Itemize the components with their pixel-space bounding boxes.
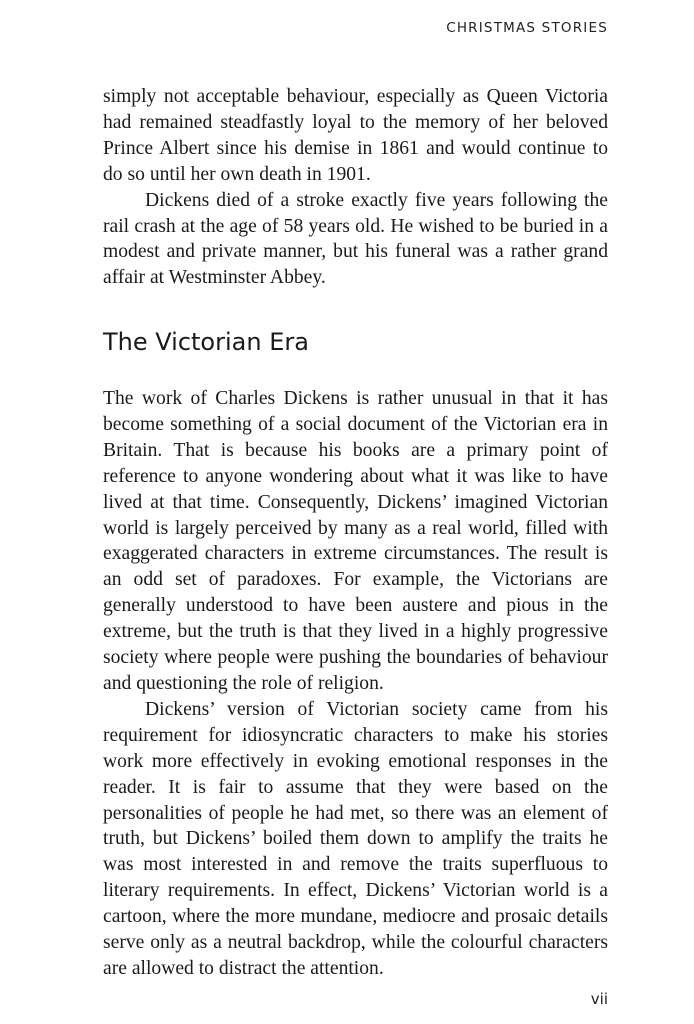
- top-text-block: [103, 84, 608, 291]
- paragraph-victorian-era: The work of Charles Dickens is rather unusual in that it has become something of a social document of the Victorian era in Britain. That is because his books are a primary point of reference to anyone wondering about what it was like to have lived at that time. Consequently, Dickens’ imagined Victorian world is largely perceived by many as a real world, filled with exaggerated characters in extreme circumstances. The result is an odd set of paradoxes. For example, the Victorians are generally understood to have been austere and pious in the extreme, but the truth is that they lived in a highly progressive society where people were pushing the boundaries of behaviour and questioning the role of religion.: [103, 388, 608, 694]
- section-body: [103, 386, 608, 982]
- paragraph-dickens-version: Dickens’ version of Victorian society came from his requirement for idiosyncratic characters to make his stories work more effectively in evoking emotional responses in the reader. It is fair to assume that they were based on the personalities of people he had met, so there was an element of truth, but Dickens’ boiled them down to amplify the traits he was most interested in and remove the traits superfluous to literary requirements. In effect, Dickens’ Victorian world is a cartoon, where the more mundane, mediocre and prosaic details serve only as a neutral backdrop, while the colourful characters are allowed to distract the attention.: [103, 698, 608, 979]
- section-heading: The Victorian Era: [103, 328, 309, 356]
- paragraph-continued: simply not acceptable behaviour, especially as Queen Victoria had remained steadfastly loyal to the memory of her beloved Prince Albert since his demise in 1861 and would continue to do so until her own death in 1901.: [103, 86, 608, 185]
- running-head: CHRISTMAS STORIES: [446, 20, 608, 36]
- paragraph-dickens-death: Dickens died of a stroke exactly five years following the rail crash at the age of 58 years old. He wished to be buried in a modest and private manner, but his funeral was a rather grand affair at Westminster Abbey.: [103, 189, 608, 289]
- page-number: vii: [590, 990, 608, 1008]
